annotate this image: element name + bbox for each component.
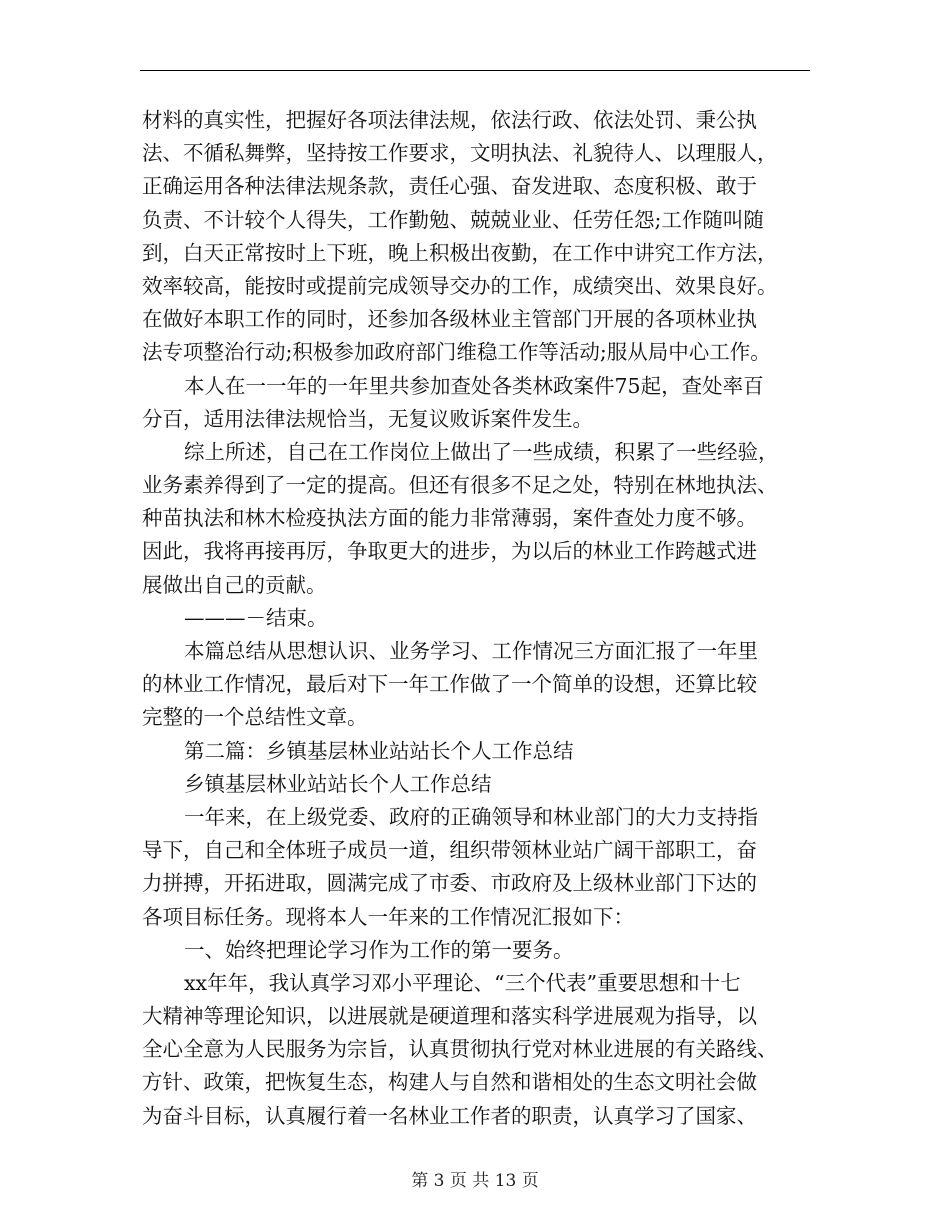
text-line: 全心全意为人民服务为宗旨，认真贯彻执行党对林业进展的有关路线、 — [142, 1037, 778, 1062]
text-line: 乡镇基层林业站站长个人工作总结 — [184, 771, 492, 796]
text-line: 本篇总结从思想认识、业务学习、工作情况三方面汇报了一年里 — [184, 639, 758, 663]
text-line: 负责、不计较个人得失，工作勤勉、兢兢业业、任劳任怨;工作随叫随 — [142, 207, 764, 232]
text-line: 的林业工作情况，最后对下一年工作做了一个简单的设想，还算比较 — [142, 672, 757, 697]
text-line: 展做出自己的贡献。 — [142, 572, 327, 597]
text-line: 材料的真实性，把握好各项法律法规，依法行政、依法处罚、秉公执 — [142, 108, 757, 132]
text-line: 为奋斗目标，认真履行着一名林业工作者的职责，认真学习了国家、 — [142, 1103, 757, 1128]
text-line: 方针、政策，把恢复生态，构建人与自然和谐相处的生态文明社会做 — [142, 1070, 757, 1095]
text-line: 法、不循私舞弊，坚持按工作要求，文明执法、礼貌待人、以理服人， — [142, 141, 778, 166]
text-line: 第二篇：乡镇基层林业站站长个人工作总结 — [184, 738, 574, 763]
text-line: ———－结束。 — [184, 605, 328, 630]
text-line: 到，白天正常按时上下班，晚上积极出夜勤，在工作中讲究工作方法， — [142, 240, 778, 265]
text-line: 在做好本职工作的同时，还参加各级林业主管部门开展的各项林业执 — [142, 307, 757, 332]
text-line: 因此，我将再接再厉，争取更大的进步，为以后的林业工作跨越式进 — [142, 539, 757, 564]
text-line: 力拼搏，开拓进取，圆满完成了市委、市政府及上级林业部门下达的 — [142, 871, 757, 896]
text-line: 各项目标任务。现将本人一年来的工作情况汇报如下： — [142, 904, 634, 929]
text-line: 综上所述，自己在工作岗位上做出了一些成绩，积累了一些经验， — [184, 439, 779, 464]
text-line: 业务素养得到了一定的提高。但还有很多不足之处，特别在林地执法、 — [142, 473, 778, 498]
text-line: 一年来，在上级党委、政府的正确领导和林业部门的大力支持指 — [184, 804, 758, 829]
text-line: xx年年，我认真学习邓小平理论、“三个代表”重要思想和十七 — [184, 970, 741, 995]
page-footer: 第 3 页 共 13 页 — [411, 1171, 539, 1191]
text-line: 法专项整治行动;积极参加政府部门维稳工作等活动;服从局中心工作。 — [142, 340, 771, 365]
text-line: 种苗执法和林木检疫执法方面的能力非常薄弱，案件查处力度不够。 — [142, 506, 757, 531]
text-line: 大精神等理论知识，以进展就是硬道理和落实科学进展观为指导，以 — [142, 1004, 757, 1029]
text-line: 一、始终把理论学习作为工作的第一要务。 — [184, 937, 574, 962]
text-line: 导下，自己和全体班子成员一道，组织带领林业站广阔干部职工，奋 — [142, 838, 757, 863]
text-line: 本人在一一年的一年里共参加查处各类林政案件75起，查处率百 — [184, 373, 764, 398]
header-rule — [140, 70, 810, 71]
text-line: 正确运用各种法律法规条款，责任心强、奋发进取、态度积极、敢于 — [142, 174, 757, 199]
text-line: 完整的一个总结性文章。 — [142, 705, 368, 730]
text-line: 效率较高，能按时或提前完成领导交办的工作，成绩突出、效果良好。 — [142, 273, 778, 298]
text-line: 分百，适用法律法规恰当，无复议败诉案件发生。 — [142, 406, 593, 431]
document-body — [142, 104, 814, 1133]
